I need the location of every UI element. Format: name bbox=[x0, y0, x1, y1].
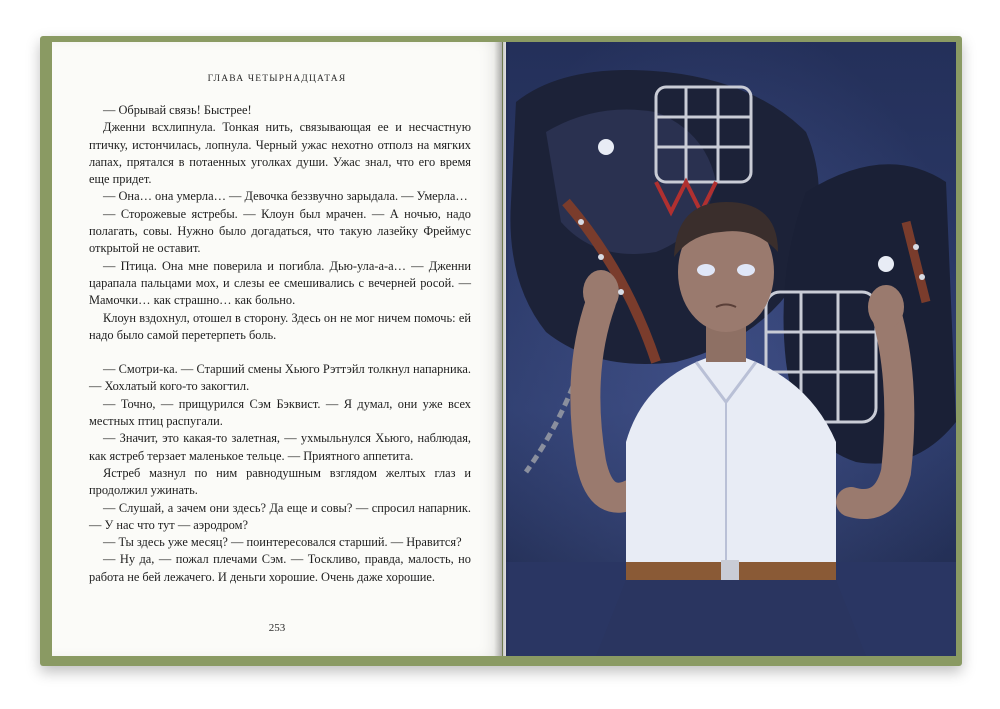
paragraph: — Точно, — прищурился Сэм Бэквист. — Я думал, они уже всех местных птиц распугали. bbox=[89, 396, 471, 429]
section-break bbox=[89, 344, 471, 361]
paragraph: — Слушай, а зачем они здесь? Да еще и совы? — спросил напарник. — У нас что тут — аэродром? bbox=[89, 500, 471, 532]
paragraph: — Сторожевые ястребы. — Клоун был мрачен. — А ночью, надо полагать, совы. Нужно было догадаться, что такую лазейку Фреймус открытой не оставит. bbox=[89, 206, 471, 256]
paragraph: — Птица. Она мне поверила и погибла. Дью-ула-а-а… — Дженни царапала пальцами мох, и слезы ее смешивались с вечерней росой. — Мамочки… как страшно… как больно. bbox=[89, 258, 471, 308]
paragraph: — Ну да, — пожал плечами Сэм. — Тоскливо, правда, малость, но работа не бей лежачего. И деньги хорошие. Очень даже хорошие. bbox=[89, 552, 471, 584]
hand bbox=[583, 270, 619, 314]
running-head: ГЛАВА ЧЕТЫРНАДЦАТАЯ bbox=[207, 74, 347, 84]
left-page bbox=[52, 42, 502, 656]
glowing-eye bbox=[697, 264, 715, 276]
right-page bbox=[503, 42, 956, 656]
paragraph: — Смотри-ка. — Старший смены Хьюго Рэттэйл толкнул напарника. — Хохлатый кого-то закогтил. bbox=[89, 362, 471, 394]
glowing-eye bbox=[737, 264, 755, 276]
illustration bbox=[506, 42, 956, 656]
paragraph: Ястреб мазнул по ним равнодушным взглядом желтых глаз и продолжил ужинать. bbox=[89, 465, 471, 498]
beast-eye bbox=[878, 256, 894, 272]
trousers bbox=[596, 580, 866, 656]
book-gutter bbox=[494, 42, 510, 656]
paragraph: Дженни всхлипнула. Тонкая нить, связывающая ее и несчастную птичку, истончилась, лопнула. Черный ужас нехотно отполз на мягких лапах, прятался в потаенных уголках души. Ужас знал, что его время еще придет. bbox=[89, 120, 471, 187]
paragraph: — Ты здесь уже месяц? — поинтересовался старший. — Нравится? bbox=[103, 535, 462, 550]
beast-eye bbox=[598, 139, 614, 155]
page-number: 253 bbox=[268, 622, 286, 634]
paragraph: — Значит, это какая-то залетная, — ухмыльнулся Хьюго, наблюдая, как ястреб терзает маленькое тельце. — Приятного аппетита. bbox=[89, 431, 471, 463]
paragraph: — Она… она умерла… — Девочка беззвучно зарыдала. — Умерла… bbox=[103, 189, 468, 204]
paragraph: — Обрывай связь! Быстрее! bbox=[103, 103, 252, 117]
body-text bbox=[89, 102, 471, 586]
paragraph: Клоун вздохнул, отошел в сторону. Здесь он не мог ничем помочь: ей надо было самой перетерпеть боль. bbox=[89, 310, 471, 342]
hand bbox=[868, 285, 904, 329]
